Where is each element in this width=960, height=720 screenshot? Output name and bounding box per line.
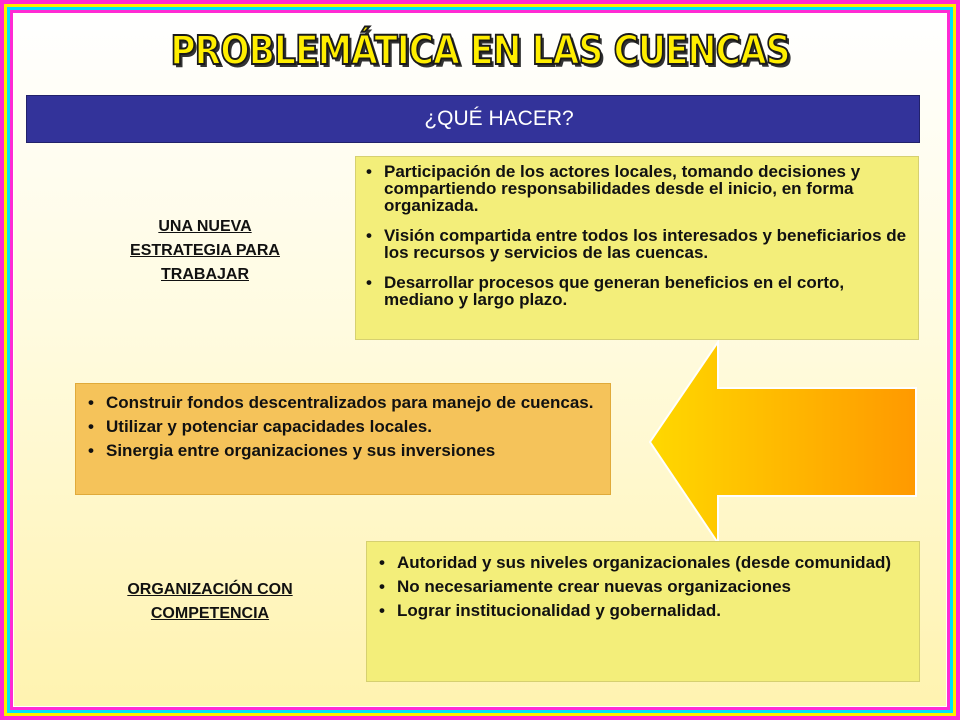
list-item: • Visión compartida entre todos los interesados y beneficiarios de los recursos y servicios de las cuencas. <box>366 227 908 261</box>
list-item: • No necesariamente crear nuevas organizaciones <box>379 575 907 599</box>
left-arrow-icon <box>648 340 920 545</box>
banner-text: ¿QUÉ HACER? <box>424 107 574 130</box>
organization-list <box>379 551 907 623</box>
list-item: • Desarrollar procesos que generan beneficios en el corto, mediano y largo plazo. <box>366 274 908 308</box>
organization-label <box>70 578 350 626</box>
list-item: • Participación de los actores locales, tomando decisiones y compartiendo responsabilidades desde el inicio, en forma organizada. <box>366 163 908 214</box>
funding-list <box>88 391 598 463</box>
strategy-label-line: ESTRATEGIA PARA <box>130 242 280 259</box>
list-item: • Autoridad y sus niveles organizacionales (desde comunidad) <box>379 551 907 575</box>
strategy-label-line: TRABAJAR <box>161 266 249 283</box>
list-item: • Construir fondos descentralizados para manejo de cuencas. <box>88 391 598 415</box>
list-item: • Utilizar y potenciar capacidades locales. <box>88 415 598 439</box>
strategy-label <box>80 215 330 287</box>
strategy-list <box>366 163 908 308</box>
slide-title: PROBLEMÁTICA EN LAS CUENCAS <box>170 28 790 74</box>
section-banner <box>26 95 920 143</box>
strategy-box <box>355 156 919 340</box>
strategy-label-line: UNA NUEVA <box>158 218 252 235</box>
list-item: • Sinergia entre organizaciones y sus inversiones <box>88 439 598 463</box>
organization-label-line: COMPETENCIA <box>150 605 270 622</box>
organization-label-line: ORGANIZACIÓN CON <box>127 581 293 598</box>
funding-box <box>75 383 611 495</box>
list-item: • Lograr institucionalidad y gobernalidad. <box>379 599 907 623</box>
organization-box <box>366 541 920 682</box>
